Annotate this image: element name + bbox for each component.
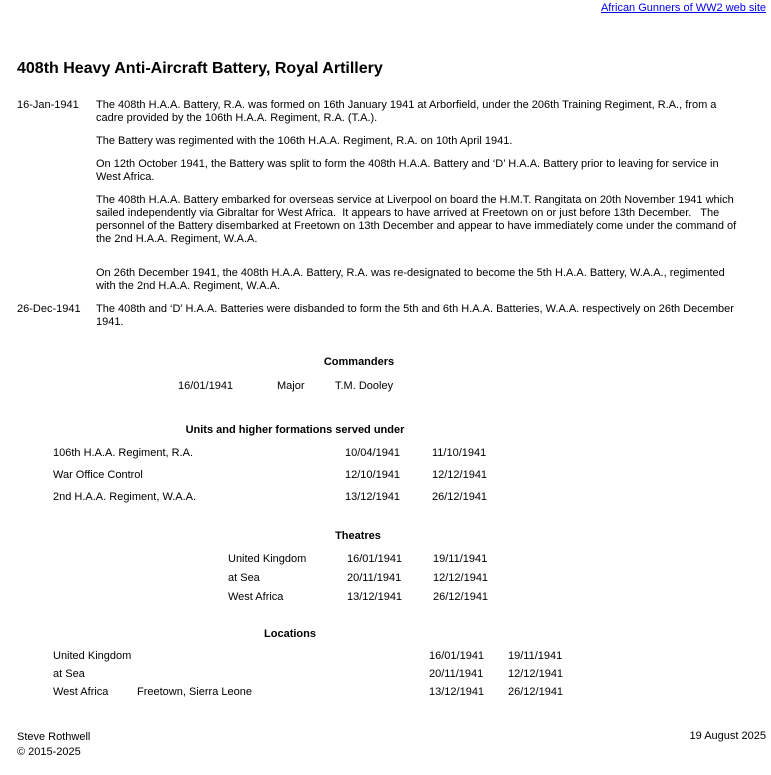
location-name: United Kingdom xyxy=(53,650,132,662)
unit-name: 106th H.A.A. Regiment, R.A. xyxy=(53,447,194,459)
history-paragraph: On 12th October 1941, the Battery was split to form the 408th H.A.A. Battery and ‘D’ H.A.A. Battery prior to leaving for service in West Africa. xyxy=(96,158,722,183)
commander-name: T.M. Dooley xyxy=(335,380,394,392)
theatre-from-date: 13/12/1941 xyxy=(347,591,403,603)
site-home-link[interactable]: African Gunners of WW2 web site xyxy=(600,2,766,14)
unit-from-date: 12/10/1941 xyxy=(345,469,401,481)
footer-author: Steve Rothwell xyxy=(17,731,91,743)
commanders-section-title: Commanders xyxy=(323,356,395,368)
location-from-date: 20/11/1941 xyxy=(429,668,484,680)
history-paragraph: The 408th H.A.A. Battery, R.A. was formed on 16th January 1941 at Arborfield, under the 206th Training Regiment, R.A., from a cadre provided by the 106th H.A.A. Regiment, R.A. (T.A.). xyxy=(96,99,720,124)
theatre-name: United Kingdom xyxy=(228,553,307,565)
page-title: 408th Heavy Anti-Aircraft Battery, Royal Artillery xyxy=(17,60,383,77)
location-name: West Africa xyxy=(53,686,109,698)
location-place: Freetown, Sierra Leone xyxy=(137,686,252,698)
history-entry-text xyxy=(96,99,746,293)
history-paragraph: The 408th H.A.A. Battery embarked for overseas service at Liverpool on board the H.M.T. Rangitata on 20th November 1941 which sailed independently via Gibraltar for West Africa. It appears to have arrived at Freetown on or just before 13th December. The personnel of the Battery disembarked at Freetown on 13th December and appear to have immediately come under the command of the 2nd H.A.A. Regiment, W.A.A. xyxy=(96,194,740,245)
units-table xyxy=(53,447,487,513)
units-row xyxy=(53,469,487,491)
unit-name: War Office Control xyxy=(53,469,143,481)
location-to-date: 12/12/1941 xyxy=(508,668,564,680)
theatres-table xyxy=(228,553,488,610)
unit-from-date: 10/04/1941 xyxy=(345,447,401,459)
theatre-to-date: 26/12/1941 xyxy=(433,591,489,603)
theatre-name: West Africa xyxy=(228,591,284,603)
footer-page-date: 19 August 2025 xyxy=(689,730,766,742)
location-to-date: 26/12/1941 xyxy=(508,686,564,698)
location-to-date: 19/11/1941 xyxy=(508,650,563,662)
footer-author-block xyxy=(17,730,90,760)
history-paragraph: The Battery was regimented with the 106th H.A.A. Regiment, R.A. on 10th April 1941. xyxy=(96,135,513,147)
commander-date: 16/01/1941 xyxy=(178,380,234,392)
theatre-name: at Sea xyxy=(228,572,260,584)
history-entry-date: 26-Dec-1941 xyxy=(17,303,81,315)
unit-to-date: 11/10/1941 xyxy=(432,447,487,459)
commanders-row xyxy=(178,380,393,392)
locations-row xyxy=(53,668,563,686)
location-from-date: 13/12/1941 xyxy=(429,686,485,698)
history-entry xyxy=(17,99,746,293)
theatres-row xyxy=(228,572,488,591)
location-name: at Sea xyxy=(53,668,85,680)
unit-to-date: 12/12/1941 xyxy=(432,469,488,481)
unit-name: 2nd H.A.A. Regiment, W.A.A. xyxy=(53,491,197,503)
commander-rank: Major xyxy=(277,380,305,392)
history-entry-date: 16-Jan-1941 xyxy=(17,99,79,111)
history-paragraph: The 408th and ‘D’ H.A.A. Batteries were disbanded to form the 5th and 6th H.A.A. Batteries, W.A.A. respectively on 26th December 1941. xyxy=(96,303,737,328)
units-section-title: Units and higher formations served under xyxy=(185,424,405,436)
unit-from-date: 13/12/1941 xyxy=(345,491,401,503)
unit-to-date: 26/12/1941 xyxy=(432,491,488,503)
theatre-from-date: 16/01/1941 xyxy=(347,553,403,565)
units-row xyxy=(53,491,487,513)
theatres-row xyxy=(228,591,488,610)
history-entry-text xyxy=(96,303,746,329)
locations-row xyxy=(53,686,563,704)
theatre-to-date: 19/11/1941 xyxy=(433,553,488,565)
footer-copyright: © 2015-2025 xyxy=(17,746,81,758)
units-row xyxy=(53,447,487,469)
theatres-section-title: Theatres xyxy=(335,530,381,542)
history-paragraph: On 26th December 1941, the 408th H.A.A. Battery, R.A. was re-designated to become the 5th H.A.A. Battery, W.A.A., regimented with the 2nd H.A.A. Regiment, W.A.A. xyxy=(96,267,728,292)
locations-table xyxy=(53,650,563,704)
theatre-to-date: 12/12/1941 xyxy=(433,572,489,584)
commanders-table xyxy=(178,380,393,392)
locations-section-title: Locations xyxy=(264,628,316,640)
location-from-date: 16/01/1941 xyxy=(429,650,485,662)
theatres-row xyxy=(228,553,488,572)
locations-row xyxy=(53,650,563,668)
history-entry xyxy=(17,303,746,329)
theatre-from-date: 20/11/1941 xyxy=(347,572,402,584)
